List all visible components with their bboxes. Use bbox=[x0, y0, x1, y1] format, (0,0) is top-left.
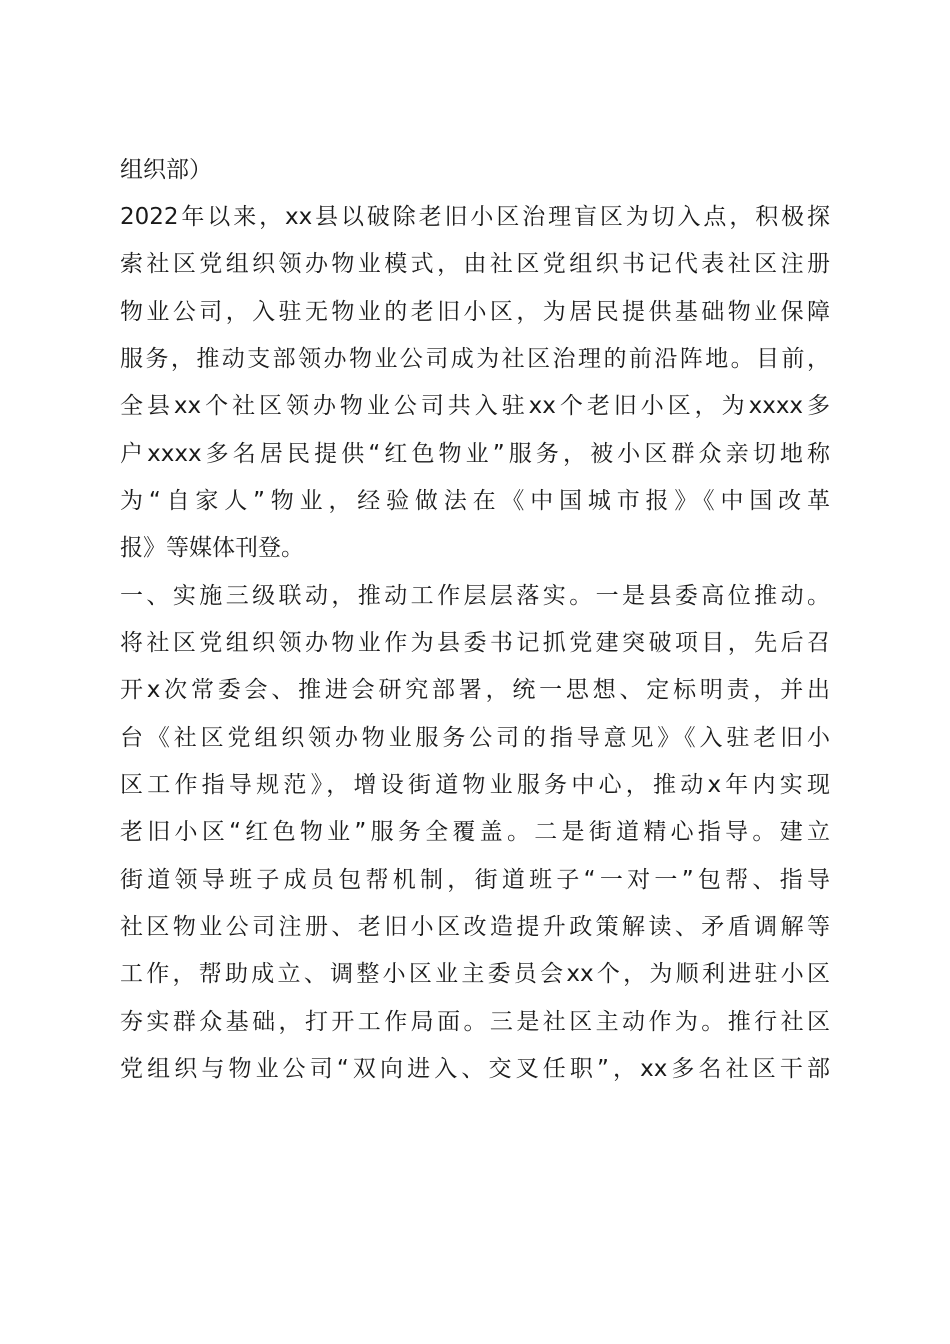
text-line: 报》等媒体刊登。 bbox=[120, 535, 304, 561]
text-line: 物业公司，入驻无物业的老旧小区，为居民提供基础物业保障 bbox=[120, 299, 830, 325]
text-line: 户xxxx多名居民提供“红色物业”服务，被小区群众亲切地称 bbox=[120, 441, 830, 467]
text-line: 社区物业公司注册、老旧小区改造提升政策解读、矛盾调解等 bbox=[120, 914, 830, 940]
text-line: 老旧小区“红色物业”服务全覆盖。二是街道精心指导。建立 bbox=[120, 819, 830, 845]
text-line: 全县xx个社区领办物业公司共入驻xx个老旧小区，为xxxx多 bbox=[120, 393, 830, 419]
text-line: 党组织与物业公司“双向进入、交叉任职”，xx多名社区干部 bbox=[120, 1056, 830, 1082]
text-line: 工作，帮助成立、调整小区业主委员会xx个，为顺利进驻小区 bbox=[120, 961, 830, 987]
text-line: 索社区党组织领办物业模式，由社区党组织书记代表社区注册 bbox=[120, 251, 830, 277]
text-line: 为“自家人”物业，经验做法在《中国城市报》《中国改革 bbox=[120, 488, 830, 514]
text-line: 夯实群众基础，打开工作局面。三是社区主动作为。推行社区 bbox=[120, 1009, 830, 1035]
text-line: 区工作指导规范》，增设街道物业服务中心，推动x年内实现 bbox=[120, 772, 830, 798]
text-line: 将社区党组织领办物业作为县委书记抓党建突破项目，先后召 bbox=[120, 630, 830, 656]
text-line: 服务，推动支部领办物业公司成为社区治理的前沿阵地。目前， bbox=[120, 346, 830, 372]
text-line: 台《社区党组织领办物业服务公司的指导意见》《入驻老旧小 bbox=[120, 725, 830, 751]
text-line: 组织部） bbox=[120, 157, 212, 183]
text-line: 2022年以来，xx县以破除老旧小区治理盲区为切入点，积极探 bbox=[120, 204, 830, 230]
text-line: 一、实施三级联动，推动工作层层落实。一是县委高位推动。 bbox=[120, 583, 830, 609]
text-line: 开x次常委会、推进会研究部署，统一思想、定标明责，并出 bbox=[120, 677, 830, 703]
text-line: 街道领导班子成员包帮机制，街道班子“一对一”包帮、指导 bbox=[120, 867, 830, 893]
